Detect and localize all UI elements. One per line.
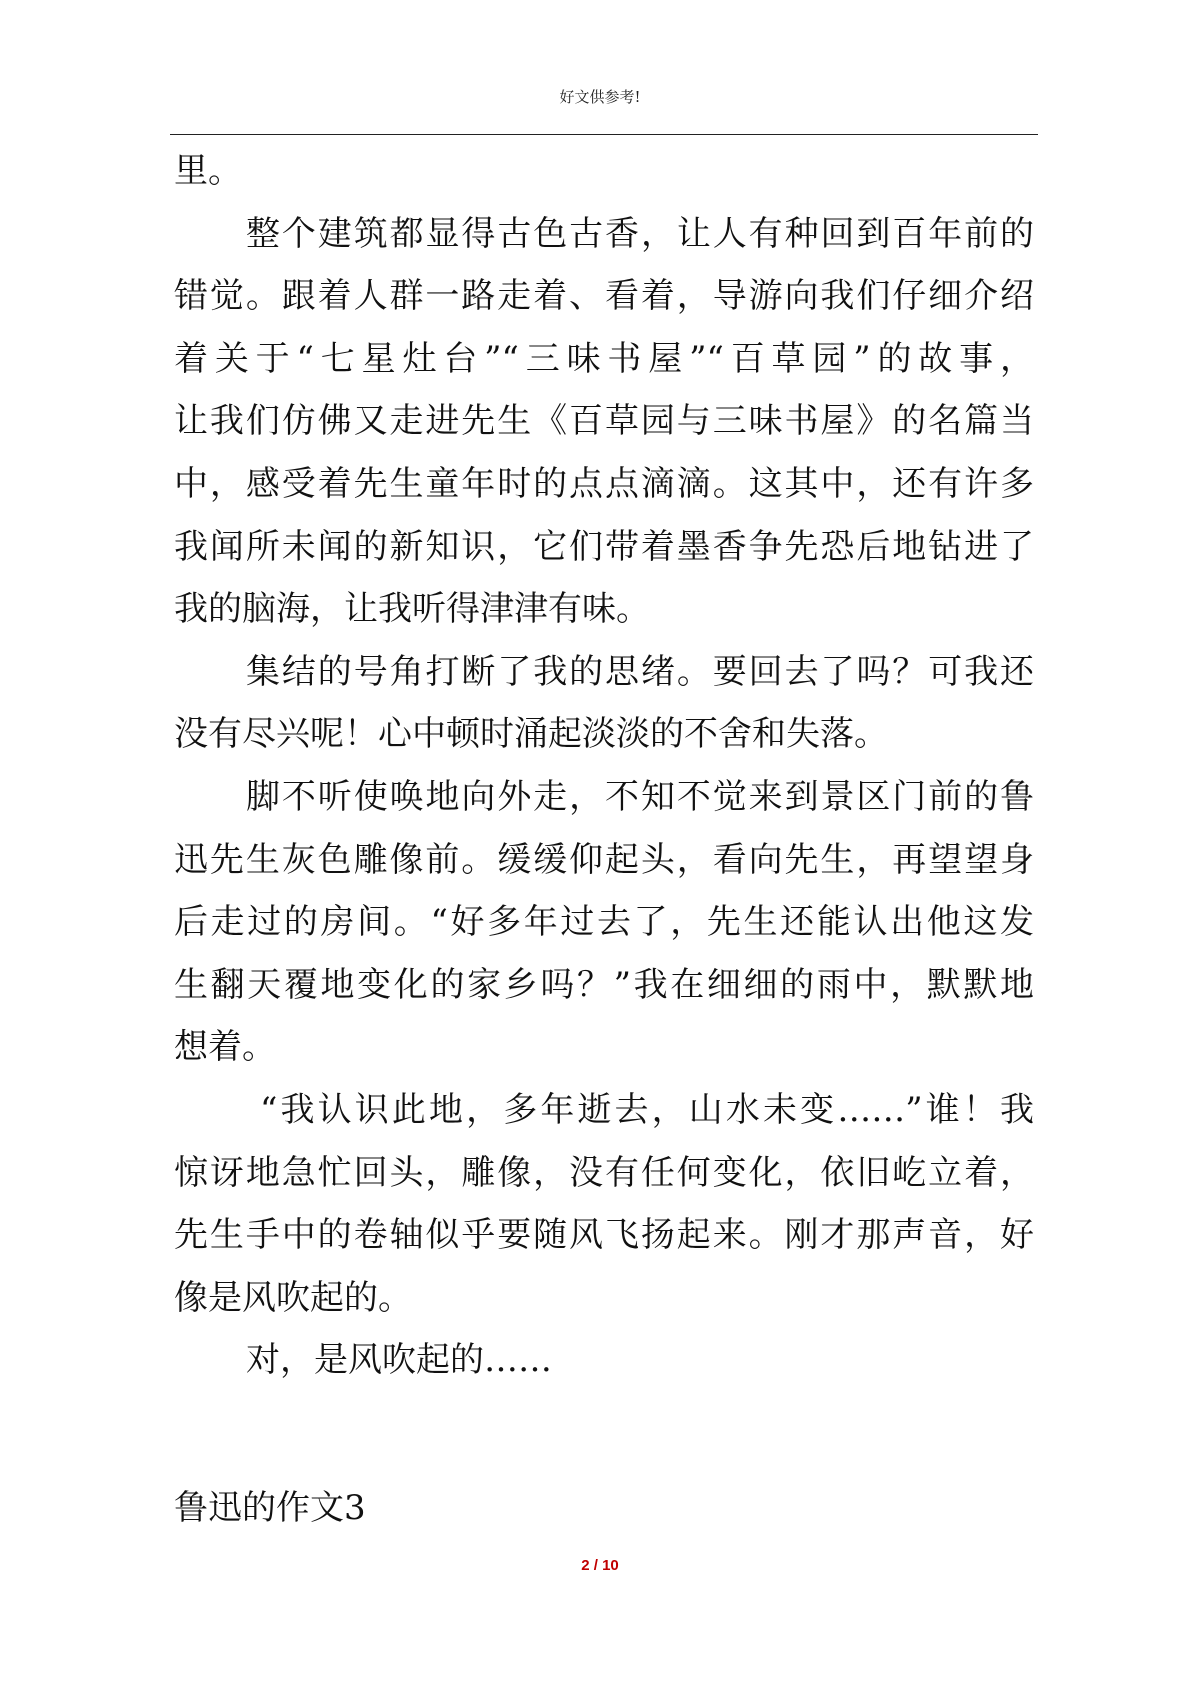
text-line: 迅先生灰色雕像前。缓缓仰起头，看向先生，再望望身	[174, 839, 1034, 880]
text-line: 生翻天覆地变化的家乡吗？”我在细细的雨中，默默地	[174, 964, 1034, 1005]
text-line: “我认识此地，多年逝去，山水未变……”谁！我	[260, 1089, 1034, 1130]
text-line: 让我们仿佛又走进先生《百草园与三味书屋》的名篇当	[174, 401, 1034, 442]
text-line: 整个建筑都显得古色古香，让人有种回到百年前的	[246, 213, 1034, 254]
text-line: 像是风吹起的。	[174, 1277, 412, 1318]
text-line: 集结的号角打断了我的思绪。要回去了吗？可我还	[246, 651, 1034, 692]
text-line: 着关于“七星灶台”“三味书屋”“百草园”的故事，	[174, 338, 1034, 379]
text-line: 对，是风吹起的……	[246, 1340, 552, 1381]
text-line: 我的脑海，让我听得津津有味。	[174, 589, 650, 630]
text-line: 脚不听使唤地向外走，不知不觉来到景区门前的鲁	[246, 776, 1034, 817]
page-number: 2 / 10	[581, 1557, 619, 1574]
header-divider	[170, 134, 1038, 135]
text-line: 想着。	[174, 1027, 276, 1068]
text-line: 里。	[174, 151, 242, 191]
essay-body	[174, 140, 1034, 1392]
text-line: 先生手中的卷轴似乎要随风飞扬起来。刚才那声音，好	[174, 1215, 1034, 1256]
section-heading: 鲁迅的作文3	[174, 1488, 366, 1528]
text-line: 我闻所未闻的新知识，它们带着墨香争先恐后地钻进了	[174, 526, 1034, 567]
text-line: 错觉。跟着人群一路走着、看着，导游向我们仔细介绍	[174, 276, 1034, 317]
text-line: 后走过的房间。“好多年过去了，先生还能认出他这发	[174, 902, 1034, 943]
text-line: 惊讶地急忙回头，雕像，没有任何变化，依旧屹立着，	[174, 1152, 1034, 1193]
text-line: 中，感受着先生童年时的点点滴滴。这其中，还有许多	[174, 463, 1034, 504]
page-header: 好文供参考!	[559, 88, 641, 106]
text-line: 没有尽兴呢！心中顿时涌起淡淡的不舍和失落。	[174, 714, 888, 755]
